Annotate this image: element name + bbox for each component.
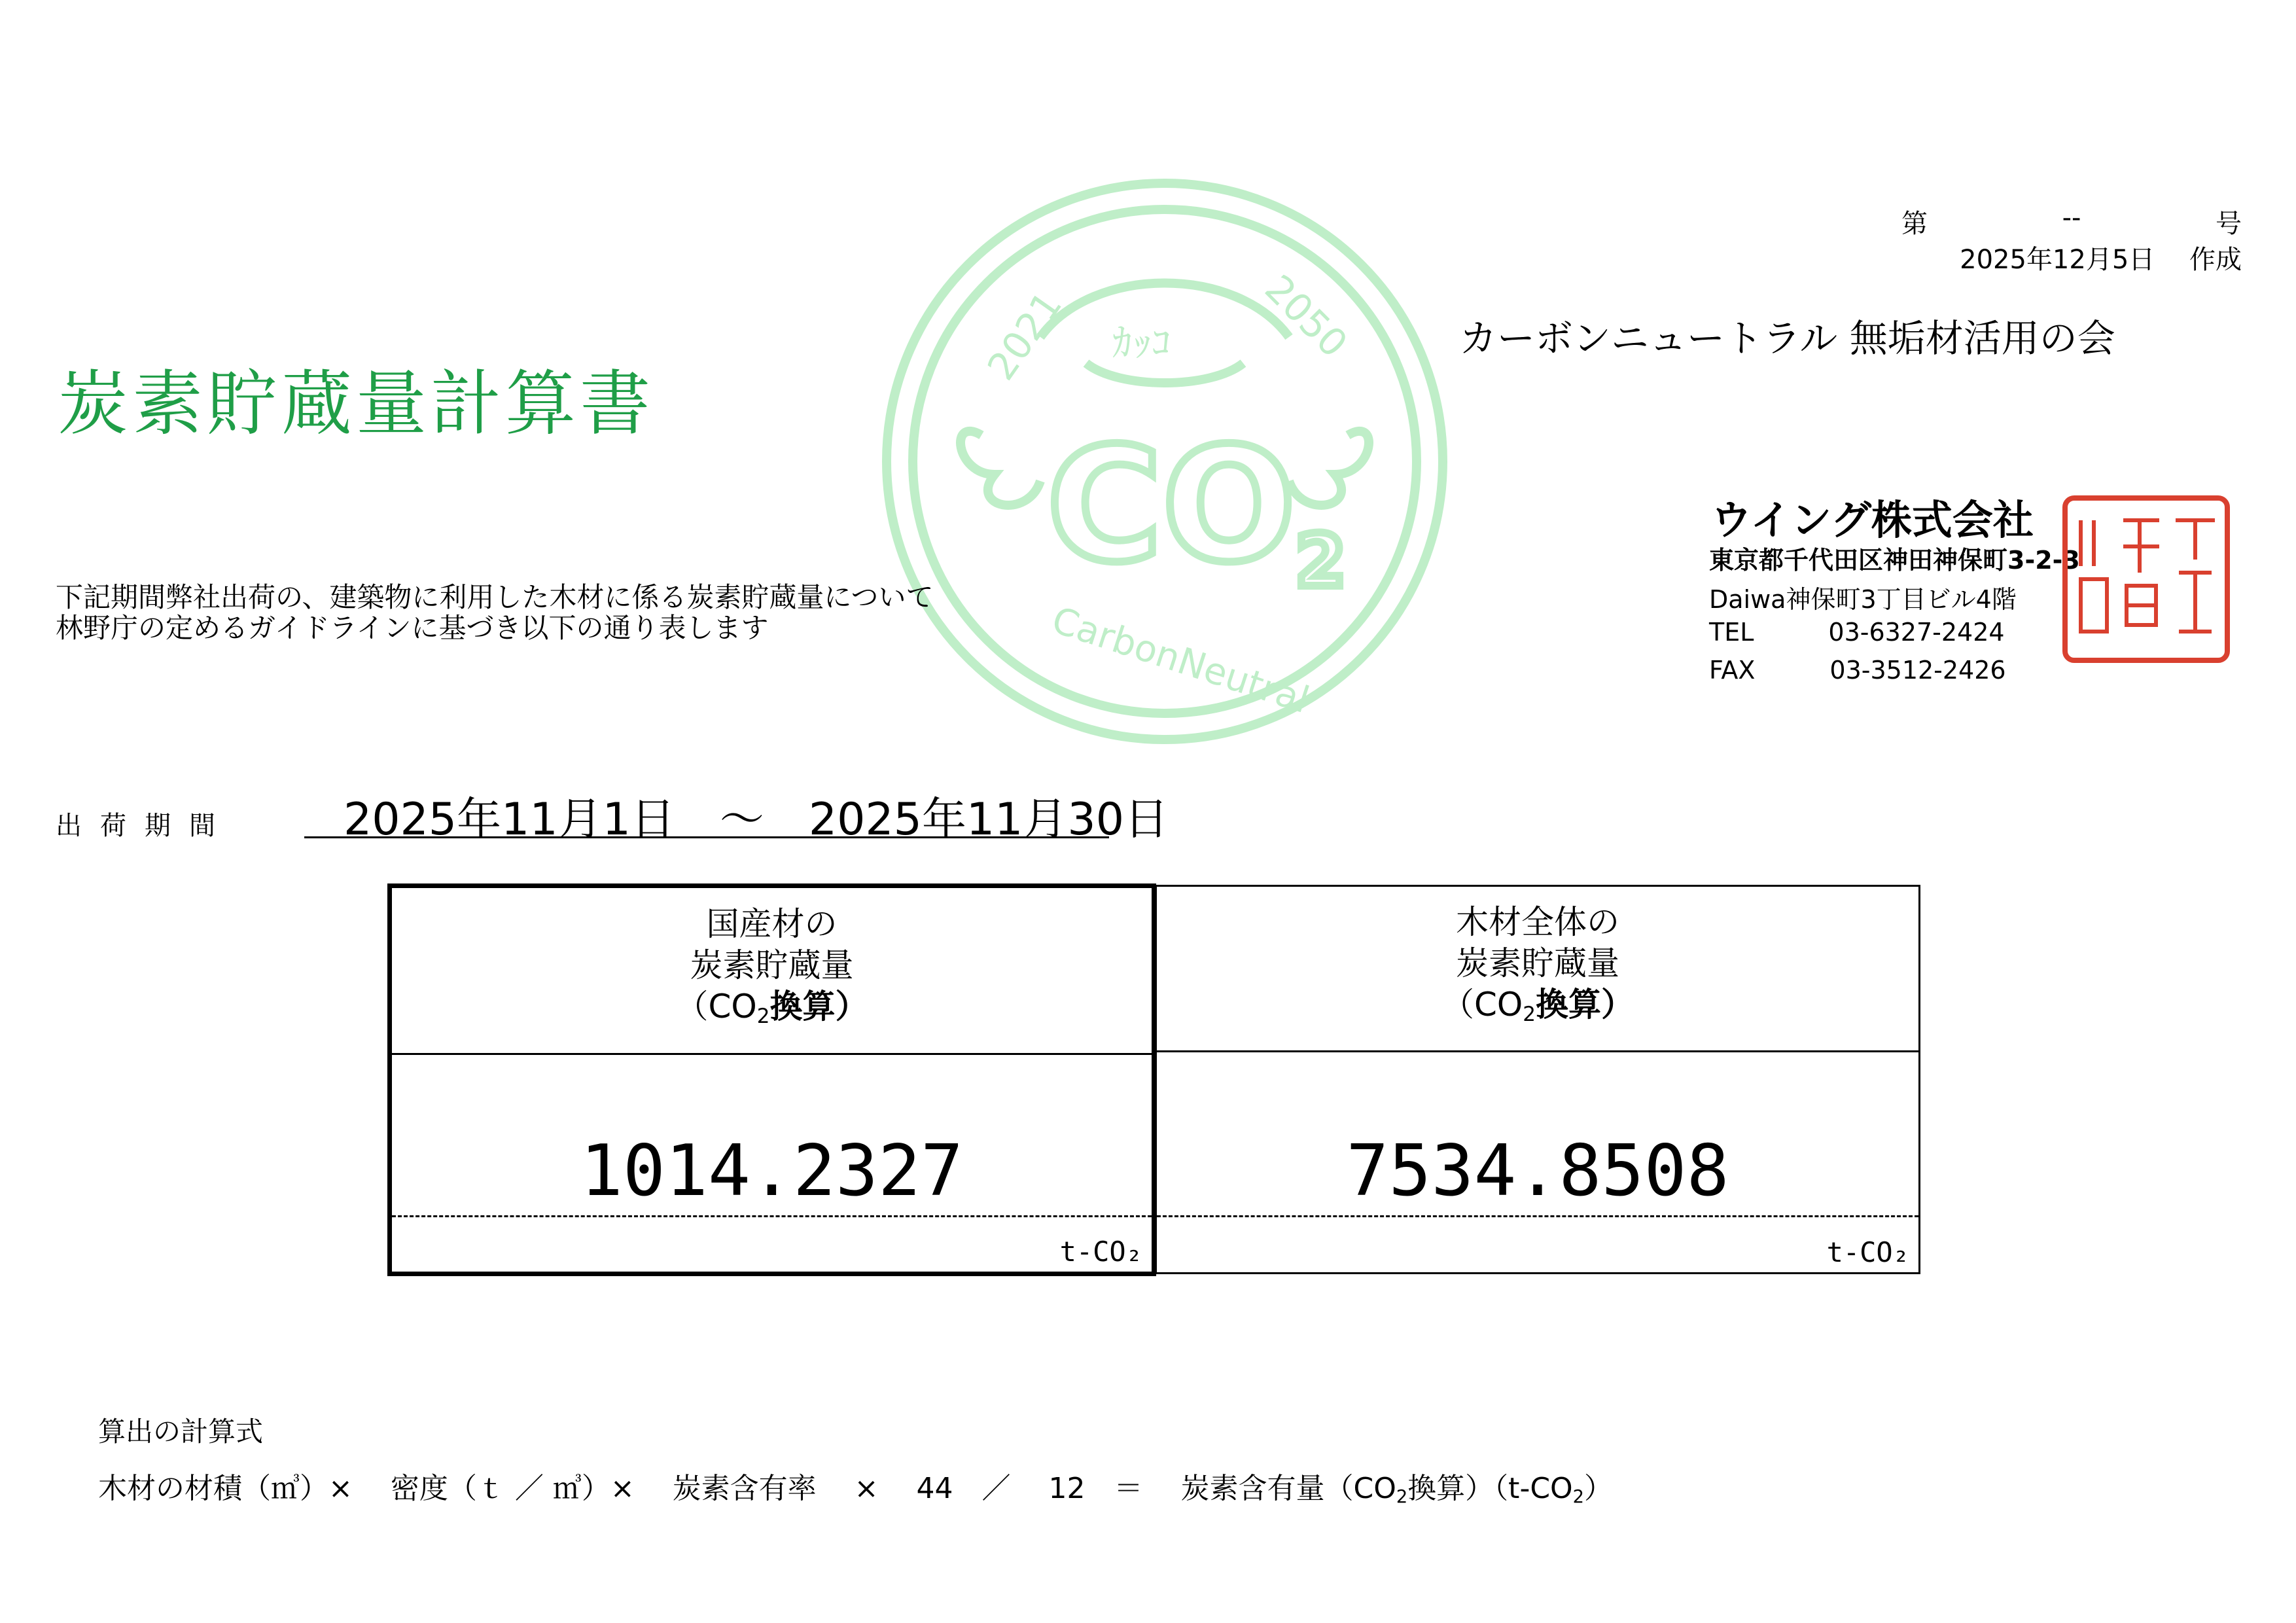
issuer-address-line2: Daiwa神保町3丁目ビル4階	[1709, 585, 2017, 614]
domestic-header-co2: （$CO_2$換算）	[675, 988, 868, 1028]
total-storage-cell	[1155, 885, 1920, 1274]
intro-line-1: 下記期間弊社出荷の、建築物に利用した木材に係る炭素貯蔵量について	[56, 581, 934, 613]
watermark-molecule: CO2	[1047, 414, 1346, 603]
document-number	[1901, 203, 2242, 240]
document-number-value: --	[2062, 203, 2081, 233]
total-storage-value: 7534.8508	[1346, 1130, 1729, 1212]
domestic-header-line1: 国産材の	[706, 905, 838, 944]
period-value: 2025年11月1日 ～ 2025年11月30日	[344, 794, 1169, 846]
period-field	[304, 784, 1169, 846]
organization-name: カーボンニュートラル 無垢材活用の会	[1459, 316, 2115, 361]
document-number-prefix: 第	[1901, 209, 1928, 239]
total-header-co2: （$CO_2$換算）	[1441, 986, 1634, 1026]
issuer-address-line1: 東京都千代田区神田神保町3-2-3	[1709, 546, 2080, 575]
watermark-year-right: 2050	[1256, 266, 1356, 366]
total-storage-header	[1157, 887, 1918, 1052]
watermark-year-left: 2021	[978, 283, 1071, 389]
formula-text: 木材の材積（㎥）× 密度（ｔ ／ ㎥）× 炭素含有率 × 44 ／ 12 ＝ 炭素含有量（$CO_2$換算）$(t-CO_2)$	[98, 1472, 1614, 1507]
domestic-header-line2: 炭素貯蔵量	[690, 946, 854, 985]
watermark-ring-text: CarbonNeutral	[1046, 599, 1315, 722]
domestic-storage-header	[392, 888, 1152, 1055]
period-label: 出荷期間	[56, 811, 234, 841]
total-storage-unit: t-CO₂	[1826, 1236, 1909, 1268]
company-seal-stamp	[2061, 494, 2231, 664]
watermark-kana: ｶｯｺ	[1112, 321, 1171, 366]
issuer-fax: FAX 03-3512-2426	[1709, 656, 2006, 685]
total-header-line1: 木材全体の	[1456, 903, 1619, 942]
domestic-divider	[392, 1215, 1152, 1217]
issuer-company: ウイング株式会社	[1711, 496, 2034, 544]
domestic-storage-unit: t-CO₂	[1059, 1236, 1142, 1268]
intro-line-2: 林野庁の定めるガイドラインに基づき以下の通り表します	[56, 612, 769, 644]
document-number-suffix: 号	[2216, 209, 2242, 239]
carbon-neutral-watermark	[870, 167, 1459, 756]
issuer-tel: TEL 03-6327-2424	[1709, 618, 2005, 647]
domestic-storage-value: 1014.2327	[580, 1130, 964, 1212]
formula-title: 算出の計算式	[98, 1416, 264, 1448]
document-title: 炭素貯蔵量計算書	[58, 363, 655, 445]
document-date: 2025年12月5日 作成	[1960, 245, 2242, 275]
total-divider	[1157, 1215, 1918, 1217]
domestic-storage-cell	[387, 883, 1156, 1276]
total-header-line2: 炭素貯蔵量	[1456, 944, 1619, 983]
